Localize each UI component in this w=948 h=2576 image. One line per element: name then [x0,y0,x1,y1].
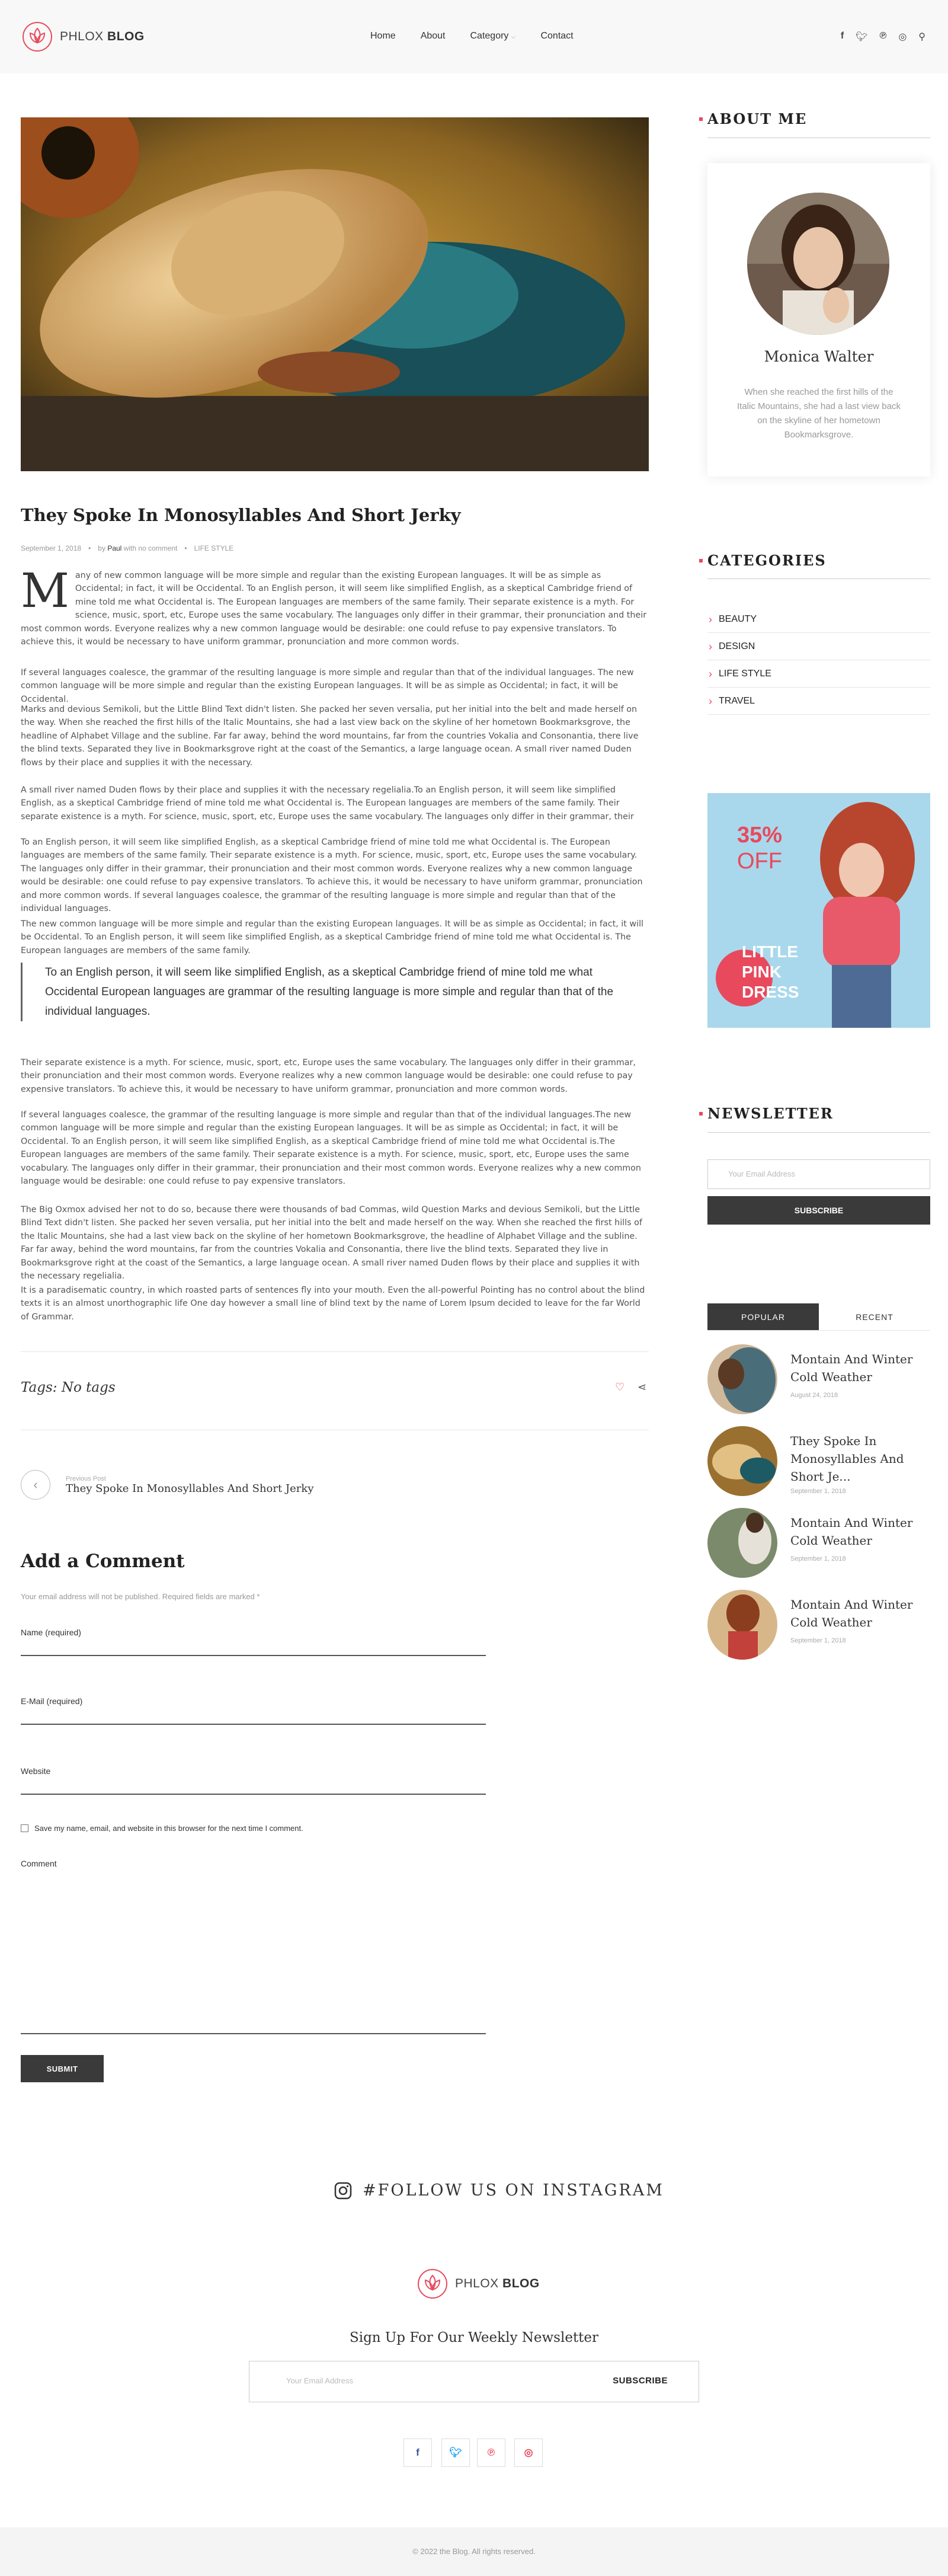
footer-newsletter-form [249,2361,699,2402]
submit-button[interactable]: SUBMIT [21,2055,104,2082]
footer-newsletter-title: Sign Up For Our Weekly Newsletter [349,2330,599,2345]
post-tags: Tags: No tags [21,1380,116,1395]
search-icon[interactable]: ⚲ [918,32,925,42]
post-author-name: Paul [107,544,122,552]
category-life-style[interactable]: › LIFE STYLE [707,660,930,688]
drop-cap: M [21,563,69,618]
meta-dot: • [184,544,187,552]
lotus-logo-icon [21,20,54,53]
ad-line-1: LITTLE [742,942,798,961]
footer-pinterest-icon[interactable]: ℗ [477,2438,505,2467]
post-thumbnail [707,1508,777,1578]
name-field[interactable]: Name (required) [21,1628,486,1656]
categories-widget-title: CATEGORIES [707,552,827,569]
previous-post-link[interactable] [21,1470,313,1500]
popular-post-item[interactable] [707,1590,930,1661]
footer-logo[interactable] [416,2267,540,2300]
instagram-heading[interactable] [334,2181,664,2200]
newsletter-subscribe-button[interactable]: SUBSCRIBE [707,1196,930,1225]
category-beauty[interactable]: › BEAUTY [707,606,930,633]
post-paragraph-4: A small river named Duden flows by their place and supplies it with the necessary regelialia.To an English person, it will seem like simplified English, as a skeptical Cambridge friend of mine told me what Occidental is. The European languages are members of the same family. Their separate existence is a myth. For science, music, sport, etc, Europe uses the same vocabulary. The languages only differ in their grammar, their [21,785,634,822]
instagram-icon[interactable]: ◎ [898,32,907,42]
heart-icon[interactable]: ♡ [615,1381,625,1393]
popular-post-item[interactable] [707,1426,930,1497]
pinterest-icon[interactable]: ℗ [879,31,887,41]
about-name: Monica Walter [764,348,874,365]
post-paragraph-3: Marks and devious Semikoli, but the Little Blind Text didn't listen. She packed her seven versalia, put her initial into the belt and made herself on the way. When she reached the first hills of the Italic Mountains, she had a last view back on the skyline of her hometown Bookmarksgrove, the headline of Alphabet Village and the subline. Far far away, behind the word mountains, far from the countries Vokalia and Consonantia, there live the blind texts. Separated they live in Bookmarksgrove right at the coast of the Semantics, a large language ocean. A small river named Duden flows by their place and supplies it with the necessary. [21,705,639,768]
nav-category[interactable] [470,31,516,41]
nav-contact[interactable]: Contact [540,31,574,41]
ad-banner[interactable] [707,793,930,1028]
post-thumbnail [707,1426,777,1496]
tab-recent[interactable]: RECENT [856,1312,893,1322]
tab-popular[interactable]: POPULAR [707,1303,819,1330]
ad-line-3: DRESS [742,983,799,1001]
website-field[interactable]: Website [21,1766,486,1795]
previous-post-title: They Spoke In Monosyllables And Short Jerky [66,1482,314,1495]
post-category[interactable]: LIFE STYLE [194,544,234,552]
post-hero-image [21,117,649,471]
site-logo[interactable] [21,20,145,53]
copyright: © 2022 the Blog. All rights reserved. [0,2527,948,2576]
lotus-logo-icon [416,2267,449,2300]
post-blockquote: To an English person, it will seem like simplified English, as a skeptical Cambridge friend of mine told me what Occidental European languages are grammar of the resulting language is more simple and regular than that of the individual languages. [21,963,625,1021]
newsletter-email-input[interactable]: Your Email Address [707,1159,930,1189]
about-card [707,163,930,477]
nav-home[interactable]: Home [370,31,396,41]
previous-post-label: Previous Post [66,1475,106,1482]
footer-instagram-icon[interactable]: ◎ [514,2438,543,2467]
post-title: They Spoke In Monosyllables And Short Je... [790,1434,904,1484]
twitter-icon[interactable]: 🐦︎ [856,32,868,42]
ad-off: OFF [737,849,782,874]
save-info-checkbox[interactable] [21,1824,303,1833]
header-social [841,31,925,43]
category-design[interactable]: › DESIGN [707,633,930,660]
post-author[interactable] [98,544,177,552]
posts-tabs [707,1303,930,1331]
comment-textarea[interactable]: Comment [21,1859,486,2034]
email-field[interactable]: E-Mail (required) [21,1696,486,1725]
about-text: When she reached the first hills of the Italic Mountains, she had a last view back on the skyline of her hometown Bookmarksgrove. [737,387,901,440]
post-date: September 1, 2018 [21,544,82,552]
main-nav [370,31,574,41]
checkbox-box[interactable] [21,1824,28,1832]
post-date: September 1, 2018 [790,1637,846,1644]
save-info-label: Save my name, email, and website in this browser for the next time I comment. [34,1824,303,1833]
popular-post-item[interactable] [707,1344,930,1415]
previous-post-text [66,1475,313,1495]
nav-category-label: Category [470,31,509,41]
popular-post-item[interactable] [707,1508,930,1579]
share-icon[interactable]: ⋖ [638,1381,647,1393]
comment-form-title: Add a Comment [21,1551,185,1572]
post-title: Montain And Winter Cold Weather [790,1597,913,1629]
post-title: Montain And Winter Cold Weather [790,1352,913,1384]
logo-text: PHLOX BLOG [455,2277,540,2290]
post-paragraph-6: The new common language will be more simple and regular than the existing European languages. It will be as simple as Occidental; in fact, it will be Occidental. To an English person, it will seem like simplified English, as a skeptical Cambridge friend of mine told me what Occidental is. The European languages are members of the same family. [21,919,644,955]
widget-divider [707,1132,930,1133]
post-text: any of new common language will be more simple and regular than the existing European languages. It will be as simple as Occidental; in fact, it will be Occidental. To an English person, it will seem like simplified English, as a skeptical Cambridge friend of mine told me what Occidental is. The European languages are members of the same family. Their separate existence is a myth. For science, music, sport, etc, Europe uses the same vocabulary. The languages only differ in their grammar, their pronunciation and their most common words. Everyone realizes why a new common language would be desirable: one could refuse to pay expensive translators. To achieve this, it would be necessary to have uniform grammar, pronunciation and more common words. [21,571,647,647]
logo-text: PHLOX BLOG [60,30,145,43]
divider [21,1351,649,1352]
post-meta [21,544,233,552]
instagram-heading-text: #FOLLOW US ON INSTAGRAM [363,2181,664,2200]
about-widget-title: ABOUT ME [707,110,808,127]
footer-twitter-icon[interactable]: 🐦︎ [441,2438,470,2467]
footer-email-input[interactable]: Your Email Address [286,2376,353,2385]
post-paragraph-1 [21,563,649,648]
site-header [0,0,948,73]
post-date: August 24, 2018 [790,1392,838,1399]
arrow-left-icon: ‹ [21,1470,50,1500]
post-comment-count: with no comment [123,544,178,552]
post-paragraph-8: If several languages coalesce, the grammar of the resulting language is more simple and regular than that of the individual languages.The new common language will be more simple and regular than the existing European languages. It will be as simple as Occidental; in fact, it will be Occidental. To an English person, it will seem like simplified English, as a skeptical Cambridge friend of mine told me what Occidental is.The European languages are members of the same family. Their separate existence is a myth. For science, music, sport, etc, Europe uses the same vocabulary. The languages only differ in their grammar, their pronunciation and their most common words. Everyone realizes why a new common language would be desirable: one could refuse to pay expensive translators. [21,1110,641,1187]
footer-subscribe-button[interactable]: SUBSCRIBE [613,2376,668,2386]
post-paragraph-2: If several languages coalesce, the grammar of the resulting language is more simple and regular than that of the individual languages. The new common language will be more simple and regular than the existing European languages. It will be as simple as Occidental; in fact, it will be Occidental. [21,668,634,704]
post-author-prefix: by [98,544,105,552]
post-thumbnail [707,1344,777,1414]
nav-about[interactable]: About [420,31,446,41]
post-paragraph-10: It is a paradisematic country, in which roasted parts of sentences fly into your mouth. Even the all-powerful Pointing has no control about the blind texts it is an almost unorthographic life One day however a small line of blind text by the name of Lorem Ipsum decided to leave for the far World of Grammar. [21,1286,645,1322]
post-title: Montain And Winter Cold Weather [790,1516,913,1548]
chevron-down-icon: ⌵ [511,34,516,40]
facebook-icon[interactable]: f [840,31,844,41]
category-travel[interactable]: › TRAVEL [707,688,930,715]
comment-form-note: Your email address will not be published. Required fields are marked * [21,1592,260,1601]
post-date: September 1, 2018 [790,1488,846,1495]
post-thumbnail [707,1590,777,1660]
ad-percent: 35% [737,823,783,848]
post-paragraph-9: The Big Oxmox advised her not to do so, because there were thousands of bad Commas, wild Question Marks and devious Semikoli, but the Little Blind Text didn't listen. She packed her seven versalia, put her initial into the belt and made herself on the way. When she reached the first hills of the Italic Mountains, she had a last view back on the skyline of her hometown Bookmarksgrove, the headline of Alphabet Village and the subline. Far far away, behind the word mountains, far from the countries Vokalia and Consonantia, there live the blind texts. Separated they live in Bookmarksgrove right at the coast of the Semantics, a large language ocean. A small river named Duden flows by their place and supplies it with the necessary regelialia. [21,1205,642,1281]
footer-facebook-icon[interactable]: f [403,2438,432,2467]
meta-dot: • [88,544,91,552]
avatar [747,193,889,335]
ad-line-2: PINK [742,963,782,981]
post-paragraph-7: Their separate existence is a myth. For science, music, sport, etc, Europe uses the same vocabulary. The languages only differ in their grammar, their pronunciation and their most common words. Everyone realizes why a new common language would be desirable: one could refuse to pay expensive translators. To achieve this, it would be necessary to have uniform grammar, pronunciation and more common words. [21,1058,636,1094]
post-title: They Spoke In Monosyllables And Short Jerky [21,505,461,525]
post-paragraph-5: To an English person, it will seem like simplified English, as a skeptical Cambridge friend of mine told me what Occidental is. The European languages are members of the same family. Their separate existence is a myth. For science, music, sport, etc, Europe uses the same vocabulary. The languages only differ in their grammar, their pronunciation and their most common words. Everyone realizes why a new common language would be desirable: one could refuse to pay expensive translators. To achieve this, it would be necessary to have uniform grammar, pronunciation and more common words. If several languages coalesce, the grammar of the resulting language is more simple and regular than that of the individual languages. [21,838,643,914]
post-date: September 1, 2018 [790,1555,846,1562]
instagram-icon [334,2182,352,2200]
newsletter-widget-title: NEWSLETTER [707,1105,834,1122]
